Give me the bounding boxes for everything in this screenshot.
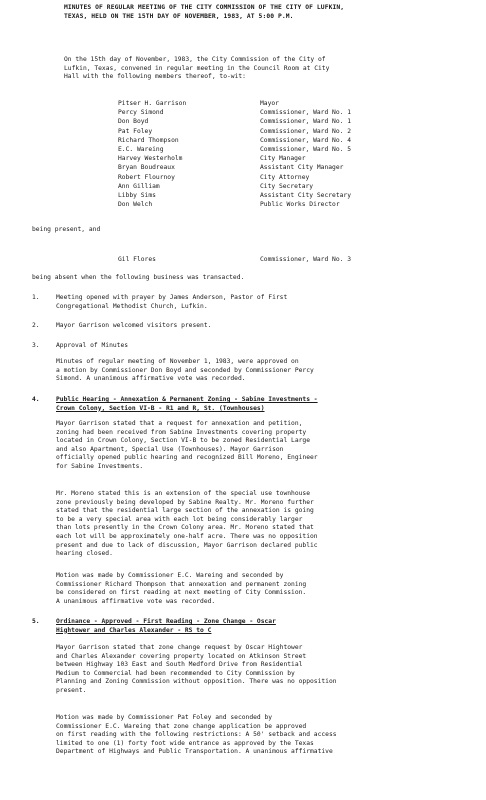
member-title: City Manager — [260, 155, 306, 163]
text-line: Department of Highways and Public Transportation. A unanimous affirmative — [56, 748, 333, 756]
item-number: 3. — [32, 342, 40, 349]
text-line: Medium to Commercial had been recommended to City Commission by — [56, 669, 295, 677]
attendance-roster — [118, 100, 398, 210]
agenda-item — [32, 618, 392, 635]
text-line: Mr. Moreno stated this is an extension of the special use townhouse — [56, 490, 311, 497]
member-name: Don Boyd — [118, 118, 149, 126]
item-heading — [56, 618, 392, 635]
roster-row — [118, 192, 398, 201]
text-line: Crown Colony, Section VI-B - R1 and R, St. (Townhouses) — [56, 404, 265, 412]
roster-row — [118, 128, 398, 137]
member-title: City Secretary — [260, 182, 314, 190]
text-line: Simond. A unanimous affirmative vote was recorded. — [56, 375, 246, 383]
member-name: Libby Sims — [118, 191, 156, 199]
member-title: Commissioner, Ward No. 1 — [260, 118, 351, 126]
text-line: be considered on first reading at next meeting of City Commission. — [56, 589, 307, 597]
roster-row — [118, 109, 398, 118]
text-line: each lot will be approximately one-half acre. There was no opposition — [56, 532, 318, 540]
roster-row — [118, 174, 398, 183]
member-name: Don Welch — [118, 201, 153, 209]
absent-member-name: Gil Flores — [118, 256, 156, 263]
text-line: present and due to lack of discussion, Mayor Garrison declared public — [56, 541, 318, 549]
text-line: and Charles Alexander covering property located on Atkinson Street — [56, 652, 307, 660]
agenda-item — [32, 294, 392, 311]
item4-paragraph — [56, 490, 376, 559]
item-number: 5. — [32, 618, 40, 625]
text-line: a motion by Commissioner Don Boyd and seconded by Commissioner Percy — [56, 366, 314, 374]
item4-paragraph — [56, 420, 376, 472]
text-line: Hall with the following members thereof, to-wit: — [64, 73, 246, 81]
member-name: Ann Gilliam — [118, 182, 160, 190]
text-line: Lufkin, Texas, convened in regular meeting in the Council Room at City — [64, 64, 330, 72]
absent-member-title: Commissioner, Ward No. 3 — [260, 256, 351, 263]
member-title: City Attorney — [260, 173, 310, 181]
item5-paragraph — [56, 714, 376, 757]
text-line: Motion was made by Commissioner E.C. Wareing and seconded by — [56, 572, 284, 579]
header-line: TEXAS, HELD ON THE 15TH DAY OF NOVEMBER, 1983, AT 5:00 P.M. — [64, 12, 294, 20]
item4-paragraph — [56, 572, 376, 606]
header-line: MINUTES OF REGULAR MEETING OF THE CITY COMMISSION OF THE CITY OF LUFKIN, — [64, 4, 345, 11]
text-line: on first reading with the following restrictions: A 50' setback and access — [56, 731, 337, 739]
member-title: Commissioner, Ward No. 2 — [260, 127, 351, 135]
item-number: 4. — [32, 396, 40, 403]
item-number: 1. — [32, 294, 40, 301]
text-line: zoning had been received from Sabine Investments covering property — [56, 428, 307, 436]
item5-paragraph — [56, 644, 376, 696]
text-line: On the 15th day of November, 1983, the City Commission of the City of — [64, 56, 326, 63]
text-line: Mayor Garrison stated that a request for annexation and petition, — [56, 420, 303, 427]
item-heading — [56, 396, 392, 413]
member-name: Bryan Boudreaux — [118, 164, 175, 172]
item-text — [56, 294, 392, 311]
agenda-item — [32, 342, 392, 351]
member-name: Pat Foley — [118, 127, 153, 135]
text-line: located in Crown Colony, Section VI-B to be zoned Residential Large — [56, 437, 311, 445]
text-line: Planning and Zoning Commission without opposition. There was no opposition — [56, 678, 337, 686]
item-heading: Approval of Minutes — [56, 342, 129, 349]
roster-row — [118, 137, 398, 146]
roster-row — [118, 201, 398, 210]
roster-row — [118, 164, 398, 173]
text-line: Motion was made by Commissioner Pat Foley and seconded by — [56, 714, 273, 721]
member-title: Public Works Director — [260, 201, 340, 209]
text-line: present. — [56, 686, 87, 694]
intro-paragraph — [64, 56, 384, 82]
text-line: Mayor Garrison stated that zone change request by Oscar Hightower — [56, 644, 303, 651]
text-line: hearing closed. — [56, 550, 113, 558]
text-line: Minutes of regular meeting of November 1, 1983, were approved on — [56, 358, 299, 365]
business-intro: being absent when the following business was transacted. — [32, 274, 245, 281]
text-line: Congregational Methodist Church, Lufkin. — [56, 302, 208, 310]
roster-row — [118, 146, 398, 155]
text-line: Commissioner Richard Thompson that annexation and permanent zoning — [56, 580, 307, 588]
text-line: to be a very special area with each lot being considerably larger — [56, 515, 303, 523]
member-title: Commissioner, Ward No. 4 — [260, 136, 351, 144]
document-header — [64, 4, 414, 21]
member-name: E.C. Wareing — [118, 145, 164, 153]
member-title: Commissioner, Ward No. 5 — [260, 145, 351, 153]
member-name: Richard Thompson — [118, 136, 179, 144]
text-line: between Highway 103 East and South Medford Drive from Residential — [56, 661, 303, 669]
member-name: Percy Simond — [118, 109, 164, 117]
absent-member-row — [118, 256, 398, 265]
member-title: Commissioner, Ward No. 1 — [260, 109, 351, 117]
being-present-line: being present, and — [32, 226, 101, 233]
text-line: than lots presently in the Crown Colony area. Mr. Moreno stated that — [56, 524, 314, 532]
text-line: A unanimous affirmative vote was recorded. — [56, 597, 216, 605]
member-title: Assistant City Secretary — [260, 191, 351, 199]
text-line: stated that the residential large section of the annexation is going — [56, 507, 314, 515]
text-line: Commissioner E.C. Wareing that zone change application be approved — [56, 722, 307, 730]
agenda-item — [32, 322, 392, 331]
text-line: for Sabine Investments. — [56, 462, 144, 470]
roster-row — [118, 155, 398, 164]
member-name: Robert Flournoy — [118, 173, 175, 181]
text-line: officially opened public hearing and recognized Bill Moreno, Engineer — [56, 454, 318, 462]
member-title: Assistant City Manager — [260, 164, 344, 172]
roster-row — [118, 118, 398, 127]
item-number: 2. — [32, 322, 40, 329]
text-line: limited to one (1) forty foot wide entrance as approved by the Texas — [56, 739, 314, 747]
text-line: Ordinance - Approved - First Reading - Zone Change - Oscar — [56, 618, 276, 625]
member-name: Pitser H. Garrison — [118, 100, 187, 107]
text-line: zone previously being developed by Sabine Realty. Mr. Moreno further — [56, 498, 314, 506]
roster-row — [118, 100, 398, 109]
member-name: Harvey Westerholm — [118, 155, 183, 163]
text-line: and also Apartment, Special Use (Townhouses). Mayor Garrison — [56, 445, 284, 453]
text-line: Public Hearing - Annexation & Permanent Zoning - Sabine Investments - — [56, 396, 318, 403]
text-line: Meeting opened with prayer by James Anderson, Pastor of First — [56, 294, 288, 301]
item-text: Mayor Garrison welcomed visitors present. — [56, 322, 212, 329]
roster-row — [118, 183, 398, 192]
agenda-item — [32, 396, 392, 413]
member-title: Mayor — [260, 100, 279, 107]
text-line: Hightower and Charles Alexander - RS to C — [56, 626, 212, 634]
item3-body — [56, 358, 376, 384]
